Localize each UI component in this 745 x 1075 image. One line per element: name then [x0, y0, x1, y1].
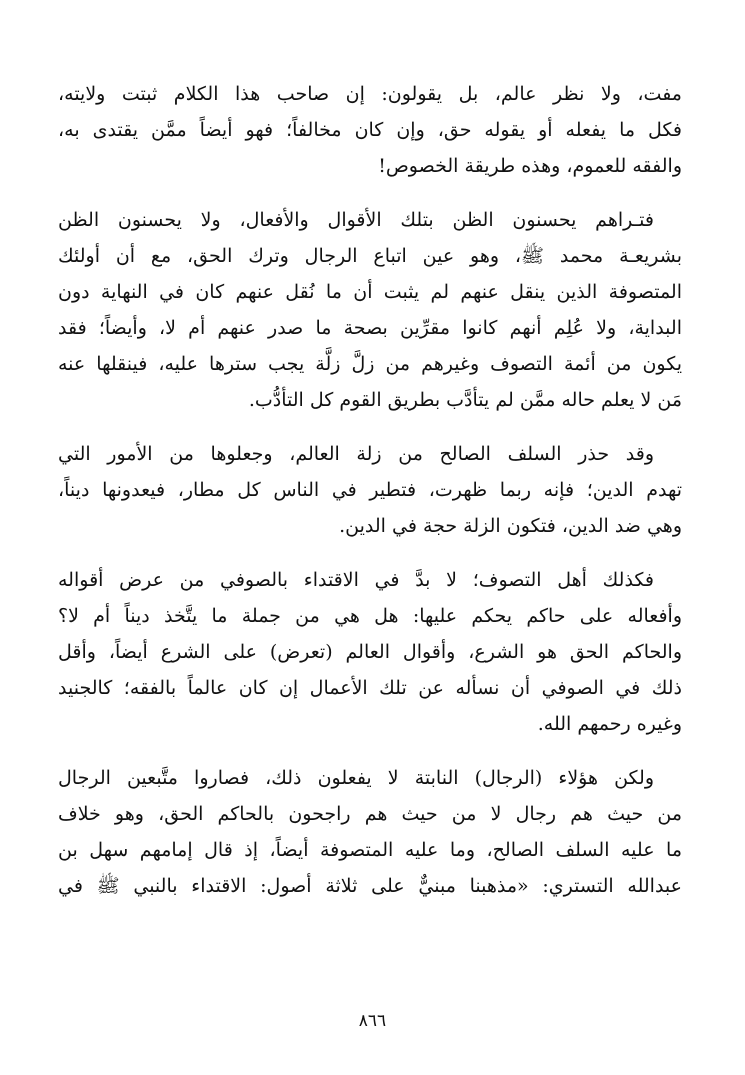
- page-number: ٨٦٦: [358, 1011, 387, 1031]
- text-line: وأفعاله على حاكم يحكم عليها: هل هي من جملة ما يتَّخذ ديناً أم لا؟: [58, 605, 682, 627]
- text-line: تهدم الدين؛ فإنه ربما ظهرت، فتطير في الناس كل مطار، فيعدونها ديناً،: [58, 479, 682, 501]
- text-line: مَن لا يعلم حاله ممَّن لم يتأدَّب بطريق القوم كل التأدُّب.: [248, 389, 682, 411]
- text-line: فكذلك أهل التصوف؛ لا بدَّ في الاقتداء بالصوفي من عرض أقواله: [58, 569, 654, 591]
- text-line: والحاكم الحق هو الشرع، وأقوال العالم (تعرض) على الشرع أيضاً، وأقل: [58, 641, 682, 663]
- text-line: فكل ما يفعله أو يقوله حق، وإن كان مخالفاً؛ فهو أيضاً ممَّن يقتدى به،: [58, 119, 682, 141]
- paragraph-2: [58, 202, 682, 418]
- paragraph-gap: [58, 544, 682, 562]
- text-line: وهي ضد الدين، فتكون الزلة حجة في الدين.: [339, 515, 682, 537]
- text-line: بشريعـة محمد ﷺ، وهو عين اتباع الرجال وترك الحق، مع أن أولئك: [58, 245, 682, 267]
- text-line: من حيث هم رجال لا من حيث هم راجحون بالحاكم الحق، وهو خلاف: [58, 803, 682, 825]
- text-line: والفقه للعموم، وهذه طريقة الخصوص!: [378, 155, 682, 177]
- text-line: ما عليه السلف الصالح، وما عليه المتصوفة أيضاً، إذ قال إمامهم سهل بن: [58, 839, 682, 861]
- text-line: ذلك في الصوفي أن نسأله عن تلك الأعمال إن كان عالماً بالفقه؛ كالجنيد: [58, 677, 682, 699]
- paragraph-gap: [58, 742, 682, 760]
- text-line: وقد حذر السلف الصالح من زلة العالم، وجعلوها من الأمور التي: [58, 443, 654, 465]
- body-text: [58, 76, 682, 904]
- text-line: البداية، ولا عُلِم أنهم كانوا مقرِّين بصحة ما صدر عنهم أم لا، وأيضاً؛ فقد: [58, 317, 682, 339]
- paragraph-gap: [58, 184, 682, 202]
- text-line: فتـراهم يحسنون الظن بتلك الأقوال والأفعال، ولا يحسنون الظن: [58, 209, 654, 231]
- paragraph-3: [58, 436, 682, 544]
- text-line: عبدالله التستري: «مذهبنا مبنيٌّ على ثلاثة أصول: الاقتداء بالنبي ﷺ في: [58, 875, 682, 897]
- paragraph-1: [58, 76, 682, 184]
- paragraph-gap: [58, 418, 682, 436]
- text-line: يكون من أئمة التصوف وغيرهم من زلَّ زلَّة يجب سترها عليه، فينقلها عنه: [58, 353, 682, 375]
- paragraph-4: [58, 562, 682, 742]
- text-line: المتصوفة الذين ينقل عنهم لم يثبت أن ما نُقل عنهم كان في النهاية دون: [58, 281, 682, 303]
- text-line: وغيره رحمهم الله.: [537, 713, 682, 735]
- text-line: مفت، ولا نظر عالم، بل يقولون: إن صاحب هذا الكلام ثبتت ولايته،: [58, 83, 682, 105]
- text-line: ولكن هؤلاء (الرجال) النابتة لا يفعلون ذلك، فصاروا متَّبعين الرجال: [58, 767, 654, 789]
- paragraph-5: [58, 760, 682, 904]
